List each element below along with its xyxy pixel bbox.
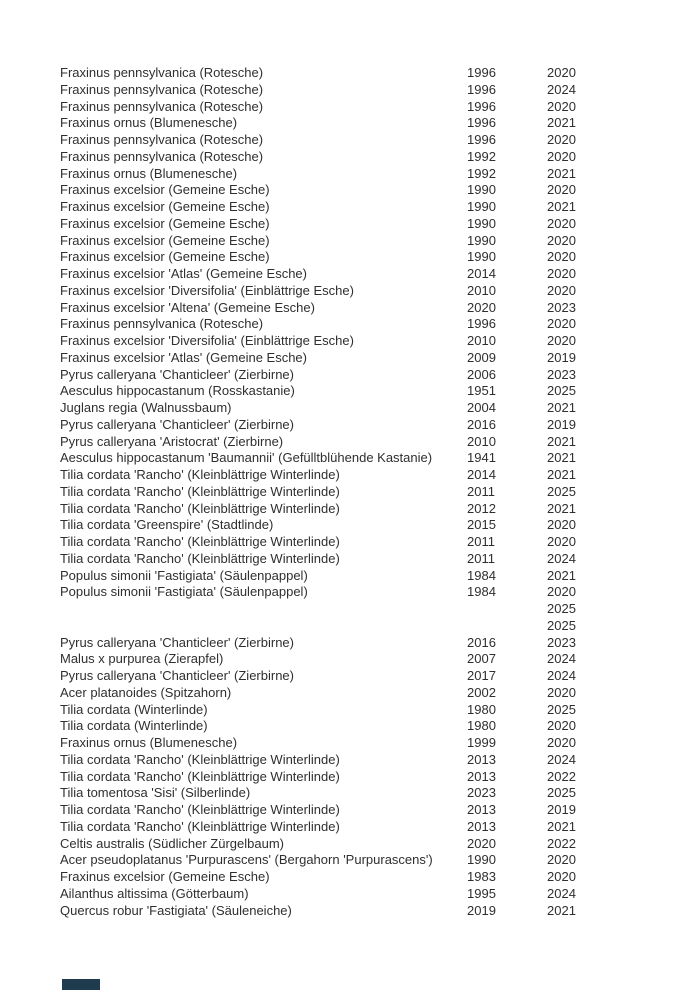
species-cell: Fraxinus excelsior 'Atlas' (Gemeine Esche): [60, 349, 307, 365]
species-cell: Tilia cordata 'Rancho' (Kleinblättrige Winterlinde): [60, 768, 340, 784]
year-col1-cell: 1995: [467, 885, 496, 901]
table-row: [0, 785, 700, 802]
table-row: [0, 283, 700, 300]
table-row: [0, 65, 700, 82]
year-col2-cell: 2025: [547, 785, 576, 801]
table-row: [0, 333, 700, 350]
year-col1-cell: 1984: [467, 567, 496, 583]
species-cell: Tilia cordata 'Rancho' (Kleinblättrige Winterlinde): [60, 467, 340, 482]
year-col2-cell: 2025: [547, 701, 576, 717]
year-col1-cell: 1990: [467, 249, 496, 265]
table-row: [0, 702, 700, 719]
table-row: [0, 668, 700, 685]
year-col1-cell: 1990: [467, 232, 496, 248]
table-row: [0, 99, 700, 116]
year-col2-cell: 2024: [547, 550, 576, 566]
year-col1-cell: 2009: [467, 349, 496, 365]
year-col2-cell: 2023: [547, 634, 576, 650]
year-col2-cell: 2020: [547, 718, 576, 734]
table-row: [0, 82, 700, 99]
species-cell: Malus x purpurea (Zierapfel): [60, 651, 224, 667]
species-cell: Populus simonii 'Fastigiata' (Säulenpappel): [60, 567, 308, 583]
species-cell: Tilia cordata 'Rancho' (Kleinblättrige Winterlinde): [60, 751, 340, 767]
species-cell: Tilia cordata 'Rancho' (Kleinblättrige Winterlinde): [60, 818, 340, 834]
year-col1-cell: 1992: [467, 148, 496, 164]
year-col2-cell: 2020: [547, 684, 576, 700]
year-col1-cell: 2011: [467, 483, 495, 499]
species-cell: Fraxinus pennsylvanica (Rotesche): [60, 132, 264, 147]
year-col1-cell: 1999: [467, 735, 496, 750]
species-cell: Tilia cordata (Winterlinde): [60, 718, 208, 734]
year-col1-cell: 2012: [467, 500, 496, 516]
table-row: [0, 735, 700, 752]
year-col2-cell: 2020: [547, 852, 576, 868]
year-col2-cell: 2023: [547, 366, 576, 382]
year-col2-cell: 2024: [547, 81, 576, 97]
table-row: [0, 434, 700, 451]
year-col2-cell: 2020: [547, 584, 576, 600]
year-col2-cell: 2020: [547, 182, 576, 198]
table-row: [0, 718, 700, 735]
year-col2-cell: 2025: [547, 383, 576, 399]
species-cell: Tilia cordata 'Rancho' (Kleinblättrige Winterlinde): [60, 500, 340, 516]
species-cell: Tilia cordata (Winterlinde): [60, 701, 208, 717]
table-row: [0, 350, 700, 367]
year-col1-cell: 1992: [467, 165, 496, 181]
year-col1-cell: 1996: [467, 98, 496, 114]
species-cell: Fraxinus excelsior (Gemeine Esche): [60, 182, 270, 198]
table-row: [0, 149, 700, 166]
cutoff-footer-element: [62, 979, 100, 990]
year-col2-cell: 2025: [547, 483, 576, 499]
table-row: [0, 819, 700, 836]
year-col2-cell: 2025: [547, 601, 576, 616]
table-row: [0, 450, 700, 467]
table-row: [0, 584, 700, 601]
year-col2-cell: 2020: [547, 333, 576, 348]
species-cell: Pyrus calleryana 'Chanticleer' (Zierbirne): [60, 634, 294, 650]
year-col1-cell: 2023: [467, 785, 496, 801]
year-col1-cell: 2007: [467, 651, 496, 667]
year-col1-cell: 1980: [467, 701, 496, 717]
species-cell: Celtis australis (Südlicher Zürgelbaum): [60, 835, 284, 851]
year-col1-cell: 1990: [467, 199, 496, 214]
table-row: [0, 903, 700, 920]
species-cell: Fraxinus excelsior (Gemeine Esche): [60, 869, 270, 884]
year-col1-cell: 2006: [467, 366, 496, 382]
year-col1-cell: 2011: [467, 550, 495, 566]
species-cell: Pyrus calleryana 'Aristocrat' (Zierbirne): [60, 433, 284, 449]
table-row: [0, 752, 700, 769]
year-col1-cell: 1951: [467, 383, 496, 399]
year-col1-cell: 2014: [467, 467, 496, 482]
year-col2-cell: 2021: [547, 400, 576, 415]
species-cell: Pyrus calleryana 'Chanticleer' (Zierbirne): [60, 366, 294, 382]
species-cell: Acer pseudoplatanus 'Purpurascens' (Bergahorn 'Purpurascens'): [60, 852, 433, 868]
year-col1-cell: 1941: [467, 450, 496, 466]
table-row: [0, 316, 700, 333]
year-col2-cell: 2021: [547, 467, 576, 482]
species-cell: Ailanthus altissima (Götterbaum): [60, 885, 249, 901]
year-col1-cell: 2017: [467, 668, 496, 683]
year-col2-cell: 2021: [547, 450, 576, 466]
year-col2-cell: 2021: [547, 199, 576, 214]
year-col1-cell: 1990: [467, 852, 496, 868]
species-cell: Fraxinus pennsylvanica (Rotesche): [60, 81, 264, 97]
table-row: [0, 852, 700, 869]
species-cell: Pyrus calleryana 'Chanticleer' (Zierbirne): [60, 416, 294, 432]
table-row: [0, 115, 700, 132]
species-cell: Acer platanoides (Spitzahorn): [60, 684, 232, 700]
tree-table: [0, 65, 700, 919]
species-cell: Fraxinus ornus (Blumenesche): [60, 165, 238, 181]
table-row: [0, 501, 700, 518]
species-cell: Fraxinus excelsior (Gemeine Esche): [60, 249, 270, 265]
year-col2-cell: 2020: [547, 316, 576, 332]
table-row: [0, 869, 700, 886]
table-row: [0, 216, 700, 233]
year-col1-cell: 1990: [467, 182, 496, 198]
year-col2-cell: 2021: [547, 818, 576, 834]
year-col1-cell: 2002: [467, 684, 496, 700]
table-row: [0, 886, 700, 903]
year-col2-cell: 2021: [547, 567, 576, 583]
year-col2-cell: 2020: [547, 266, 576, 281]
year-col2-cell: 2020: [547, 869, 576, 884]
species-cell: Fraxinus ornus (Blumenesche): [60, 735, 238, 750]
table-row: [0, 300, 700, 317]
year-col2-cell: 2024: [547, 668, 576, 683]
year-col2-cell: 2024: [547, 651, 576, 667]
table-row: [0, 601, 700, 618]
year-col2-cell: 2019: [547, 349, 576, 365]
species-cell: Aesculus hippocastanum 'Baumannii' (Gefülltblühende Kastanie): [60, 450, 433, 466]
year-col1-cell: 2013: [467, 751, 496, 767]
year-col1-cell: 2020: [467, 299, 496, 315]
species-cell: Tilia cordata 'Rancho' (Kleinblättrige Winterlinde): [60, 550, 340, 566]
table-row: [0, 266, 700, 283]
table-row: [0, 484, 700, 501]
year-col1-cell: 2015: [467, 517, 496, 533]
species-cell: Fraxinus excelsior (Gemeine Esche): [60, 232, 270, 248]
species-cell: Fraxinus excelsior (Gemeine Esche): [60, 199, 270, 214]
table-row: [0, 551, 700, 568]
year-col2-cell: 2021: [547, 433, 576, 449]
year-col2-cell: 2021: [547, 902, 576, 918]
year-col1-cell: 1983: [467, 869, 496, 884]
year-col1-cell: 2013: [467, 802, 496, 817]
table-row: [0, 249, 700, 266]
year-col2-cell: 2024: [547, 751, 576, 767]
year-col1-cell: 2016: [467, 416, 496, 432]
year-col1-cell: 2013: [467, 818, 496, 834]
table-row: [0, 182, 700, 199]
year-col2-cell: 2020: [547, 534, 576, 549]
year-col1-cell: 2010: [467, 333, 496, 348]
table-row: [0, 132, 700, 149]
species-cell: Aesculus hippocastanum (Rosskastanie): [60, 383, 295, 399]
table-row: [0, 802, 700, 819]
year-col1-cell: 2016: [467, 634, 496, 650]
year-col1-cell: 1996: [467, 316, 496, 332]
year-col2-cell: 2022: [547, 768, 576, 784]
year-col1-cell: 2004: [467, 400, 496, 415]
species-cell: Fraxinus excelsior 'Altena' (Gemeine Esche): [60, 299, 315, 315]
year-col2-cell: 2021: [547, 165, 576, 181]
table-row: [0, 417, 700, 434]
species-cell: Tilia cordata 'Greenspire' (Stadtlinde): [60, 517, 274, 533]
year-col1-cell: 1996: [467, 132, 496, 147]
table-row: [0, 534, 700, 551]
species-cell: Fraxinus excelsior (Gemeine Esche): [60, 215, 270, 231]
year-col2-cell: 2021: [547, 500, 576, 516]
species-cell: Fraxinus pennsylvanica (Rotesche): [60, 65, 264, 80]
year-col2-cell: 2024: [547, 885, 576, 901]
table-row: [0, 233, 700, 250]
table-row: [0, 367, 700, 384]
year-col2-cell: 2020: [547, 249, 576, 265]
year-col2-cell: 2020: [547, 215, 576, 231]
year-col2-cell: 2020: [547, 98, 576, 114]
species-cell: Tilia cordata 'Rancho' (Kleinblättrige Winterlinde): [60, 483, 340, 499]
species-cell: Tilia cordata 'Rancho' (Kleinblättrige Winterlinde): [60, 534, 340, 549]
species-cell: Fraxinus ornus (Blumenesche): [60, 115, 238, 131]
table-row: [0, 517, 700, 534]
species-cell: Pyrus calleryana 'Chanticleer' (Zierbirne): [60, 668, 294, 683]
year-col2-cell: 2023: [547, 299, 576, 315]
year-col2-cell: 2020: [547, 232, 576, 248]
year-col1-cell: 1980: [467, 718, 496, 734]
year-col2-cell: 2019: [547, 416, 576, 432]
year-col2-cell: 2025: [547, 617, 576, 633]
table-row: [0, 383, 700, 400]
year-col1-cell: 1996: [467, 65, 496, 80]
table-row: [0, 166, 700, 183]
year-col1-cell: 2014: [467, 266, 496, 281]
year-col1-cell: 2010: [467, 282, 496, 298]
table-row: [0, 618, 700, 635]
year-col1-cell: 2013: [467, 768, 496, 784]
table-row: [0, 836, 700, 853]
year-col1-cell: 1990: [467, 215, 496, 231]
table-row: [0, 199, 700, 216]
year-col1-cell: 1996: [467, 115, 496, 131]
year-col1-cell: 1984: [467, 584, 496, 600]
table-row: [0, 635, 700, 652]
year-col2-cell: 2020: [547, 65, 576, 80]
species-cell: Fraxinus excelsior 'Diversifolia' (Einblättrige Esche): [60, 282, 354, 298]
species-cell: Tilia tomentosa 'Sisi' (Silberlinde): [60, 785, 251, 801]
year-col2-cell: 2021: [547, 115, 576, 131]
year-col1-cell: 2011: [467, 534, 495, 549]
year-col2-cell: 2020: [547, 148, 576, 164]
table-row: [0, 685, 700, 702]
table-row: [0, 651, 700, 668]
table-row: [0, 568, 700, 585]
species-cell: Fraxinus pennsylvanica (Rotesche): [60, 148, 264, 164]
table-row: [0, 467, 700, 484]
year-col2-cell: 2022: [547, 835, 576, 851]
table-row: [0, 400, 700, 417]
species-cell: Juglans regia (Walnussbaum): [60, 400, 232, 415]
year-col2-cell: 2020: [547, 132, 576, 147]
species-cell: Quercus robur 'Fastigiata' (Säuleneiche): [60, 902, 292, 918]
species-cell: Fraxinus excelsior 'Diversifolia' (Einblättrige Esche): [60, 333, 354, 348]
year-col2-cell: 2020: [547, 282, 576, 298]
year-col2-cell: 2019: [547, 802, 576, 817]
year-col1-cell: 2020: [467, 835, 496, 851]
year-col1-cell: 2010: [467, 433, 496, 449]
species-cell: Fraxinus excelsior 'Atlas' (Gemeine Esche): [60, 266, 307, 281]
species-cell: Tilia cordata 'Rancho' (Kleinblättrige Winterlinde): [60, 802, 340, 817]
year-col2-cell: 2020: [547, 517, 576, 533]
species-cell: Fraxinus pennsylvanica (Rotesche): [60, 316, 264, 332]
year-col1-cell: 2019: [467, 902, 496, 918]
table-row: [0, 769, 700, 786]
year-col2-cell: 2020: [547, 735, 576, 750]
year-col1-cell: 1996: [467, 81, 496, 97]
species-cell: Populus simonii 'Fastigiata' (Säulenpappel): [60, 584, 308, 600]
species-cell: Fraxinus pennsylvanica (Rotesche): [60, 98, 264, 114]
